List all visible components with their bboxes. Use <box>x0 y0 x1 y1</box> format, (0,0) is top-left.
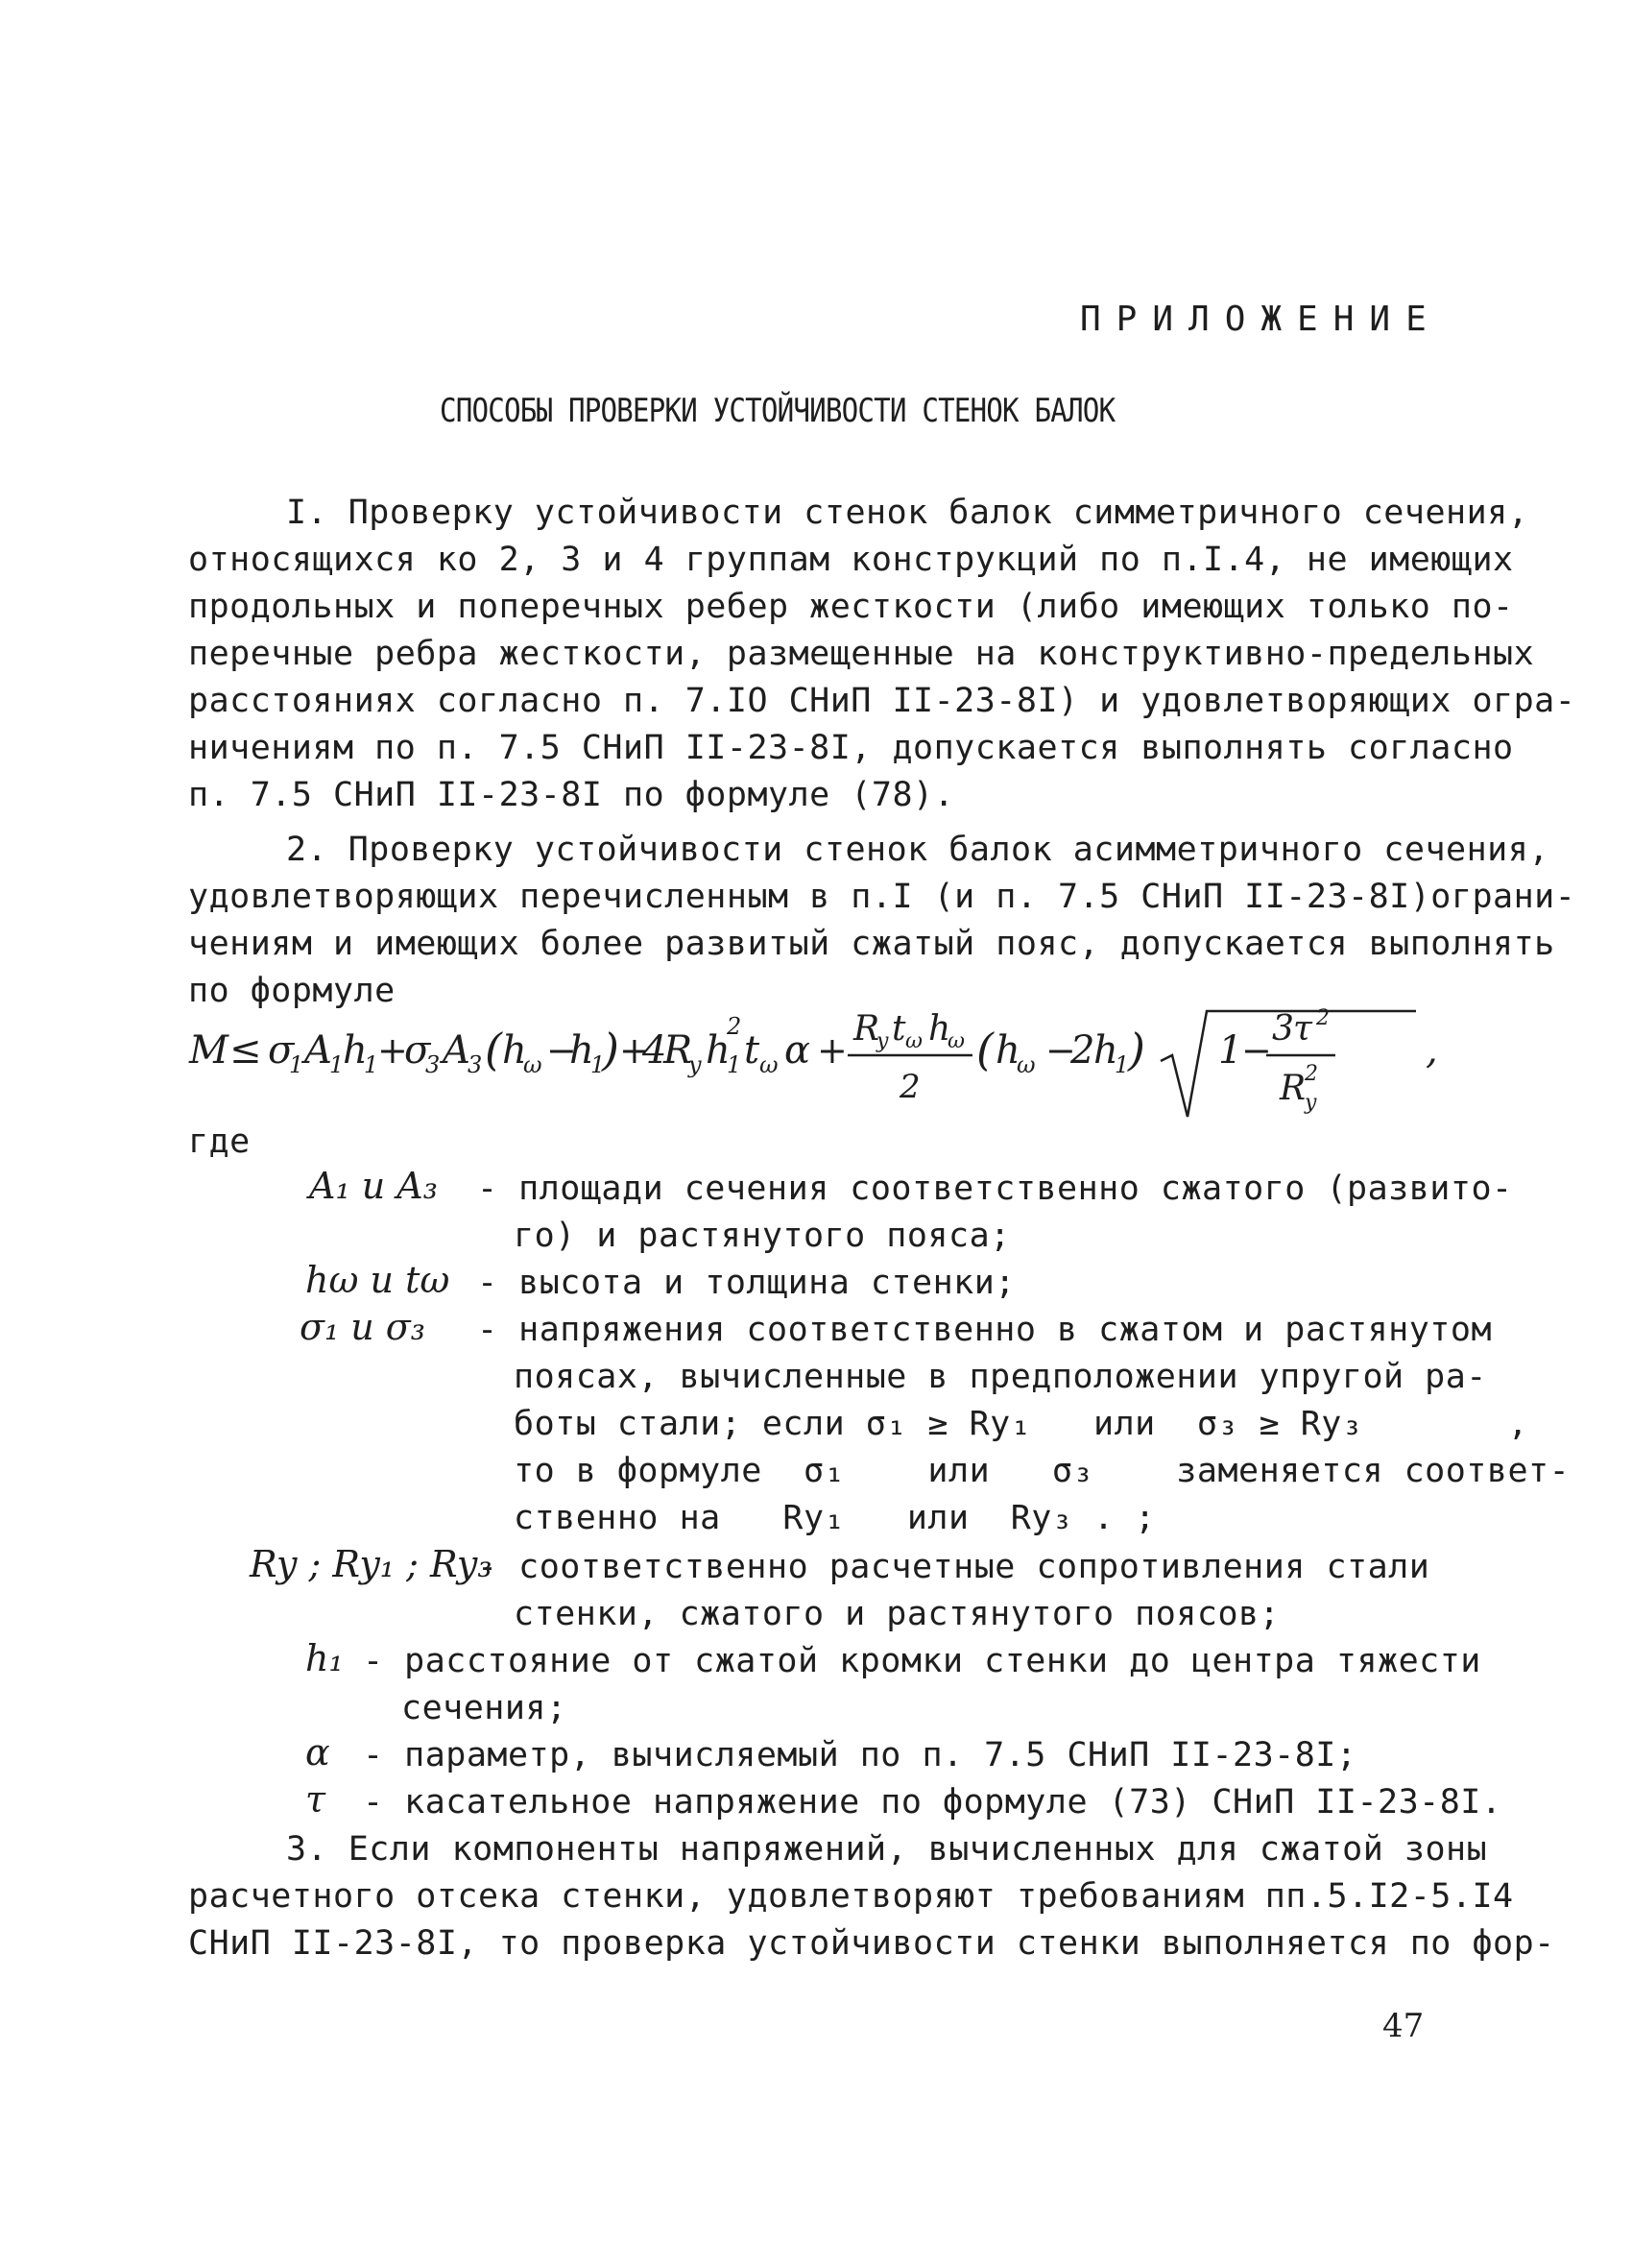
section2-line: 2. Проверку устойчивости стенок балок асимметричного сечения, <box>286 831 1549 869</box>
svg-text:h: h <box>502 1028 527 1073</box>
svg-text:1: 1 <box>289 1051 304 1078</box>
svg-text:2: 2 <box>1316 1006 1330 1030</box>
section1-line: перечные ребра жесткости, размещенные на конструктивно-предельных <box>188 635 1535 673</box>
svg-text:τ: τ <box>1293 1009 1312 1049</box>
def-text: - соответственно расчетные сопротивления стали <box>477 1548 1430 1586</box>
section2-line: чениям и имеющих более развитый сжатый пояс, допускается выполнять <box>188 925 1555 963</box>
def-symbol: h₁ <box>305 1637 344 1679</box>
svg-text:1: 1 <box>1115 1051 1130 1078</box>
svg-text:−: − <box>1241 1029 1272 1072</box>
svg-text:h: h <box>569 1028 594 1073</box>
svg-text:ω: ω <box>759 1051 779 1078</box>
svg-text:3: 3 <box>1272 1009 1294 1049</box>
svg-text:A: A <box>443 1028 470 1073</box>
def-text: - параметр, вычисляемый по п. 7.5 СНиП II-23-8I; <box>363 1736 1357 1774</box>
def-symbol: σ₁ и σ₃ <box>300 1306 425 1348</box>
svg-text:y: y <box>876 1029 889 1053</box>
svg-text:ω: ω <box>523 1051 542 1078</box>
svg-text:+: + <box>377 1029 408 1072</box>
svg-text:2: 2 <box>727 1013 742 1040</box>
svg-text:1: 1 <box>1218 1028 1243 1073</box>
svg-text:): ) <box>602 1024 619 1075</box>
def-text: - касательное напряжение по формуле (73) СНиП II-23-8I. <box>363 1783 1502 1822</box>
svg-text:α: α <box>784 1028 811 1073</box>
section1-line: расстояниях согласно п. 7.IO СНиП II-23-8I) и удовлетворяющих огра- <box>188 682 1576 720</box>
svg-text:1: 1 <box>364 1051 379 1078</box>
def-symbol: Ry ; Ry₁ ; Ry₃ <box>250 1543 492 1585</box>
svg-text:−: − <box>1045 1029 1076 1072</box>
svg-text:A: A <box>304 1028 332 1073</box>
svg-text:ω: ω <box>1017 1051 1036 1078</box>
def-symbol: α <box>305 1731 330 1773</box>
svg-text:y: y <box>1305 1091 1317 1115</box>
section1-line: относящихся ко 2, 3 и 4 группам конструкций по п.I.4, не имеющих <box>188 541 1514 579</box>
svg-text:h: h <box>706 1028 731 1073</box>
svg-text:2: 2 <box>900 1068 921 1106</box>
svg-text:h: h <box>1093 1028 1118 1073</box>
svg-text:y: y <box>688 1051 702 1078</box>
section2-line: по формуле <box>188 972 396 1010</box>
svg-text:4: 4 <box>642 1028 667 1073</box>
svg-text:t: t <box>744 1028 760 1073</box>
def-text: - расстояние от сжатой кромки стенки до центра тяжести <box>363 1642 1481 1680</box>
def-text: стенки, сжатого и растянутого поясов; <box>514 1595 1281 1633</box>
svg-text:h: h <box>928 1009 951 1049</box>
section3-line: 3. Если компоненты напряжений, вычисленных для сжатой зоны <box>286 1830 1488 1869</box>
def-text: поясах, вычисленные в предположении упругой ра- <box>514 1358 1487 1396</box>
svg-text:ω: ω <box>905 1029 923 1053</box>
where-label: где <box>188 1122 251 1161</box>
appendix-label: ПРИЛОЖЕНИЕ <box>1080 300 1442 339</box>
svg-text:R: R <box>663 1028 693 1073</box>
svg-text:(: ( <box>976 1024 994 1075</box>
def-text: то в формуле σ₁ или σ₃ заменяется соответ- <box>514 1452 1571 1490</box>
svg-text:+: + <box>817 1029 848 1072</box>
page-title: СПОСОБЫ ПРОВЕРКИ УСТОЙЧИВОСТИ СТЕНОК БАЛОК <box>440 392 1116 430</box>
def-text: ственно на Ry₁ или Ry₃ . ; <box>514 1499 1156 1537</box>
svg-text:2: 2 <box>1305 1062 1318 1086</box>
svg-text:−: − <box>546 1029 577 1072</box>
section3-line: СНиП II-23-8I, то проверка устойчивости стенки выполняется по фор- <box>188 1924 1555 1963</box>
def-text: - высота и толщина стенки; <box>477 1264 1016 1302</box>
svg-text:+: + <box>619 1029 650 1072</box>
svg-text:1: 1 <box>727 1051 742 1078</box>
svg-text:t: t <box>892 1009 906 1049</box>
formula-sigma: σ <box>268 1028 295 1073</box>
svg-text:,: , <box>1426 1028 1438 1073</box>
svg-text:h: h <box>996 1028 1020 1073</box>
section1-line: I. Проверку устойчивости стенок балок симметричного сечения, <box>286 494 1529 532</box>
def-text: - площади сечения соответственно сжатого (развито- <box>477 1170 1513 1208</box>
section1-line: ничениям по п. 7.5 СНиП II-23-8I, допускается выполнять согласно <box>188 729 1514 767</box>
def-text: сечения; <box>401 1689 567 1727</box>
def-text: го) и растянутого пояса; <box>514 1217 1011 1255</box>
formula-leq: ≤ <box>229 1028 262 1073</box>
stability-formula <box>187 1003 1502 1133</box>
page-number: 47 <box>1382 2007 1425 2045</box>
section2-line: удовлетворяющих перечисленным в п.I (и п. 7.5 СНиП II-23-8I)ограни- <box>188 878 1576 916</box>
svg-text:σ: σ <box>404 1028 431 1073</box>
def-text: - напряжения соответственно в сжатом и растянутом <box>477 1311 1493 1349</box>
def-symbol: hω и tω <box>305 1259 450 1301</box>
svg-text:R: R <box>853 1009 880 1049</box>
svg-text:R: R <box>1280 1069 1307 1108</box>
section3-line: расчетного отсека стенки, удовлетворяют требованиям пп.5.I2-5.I4 <box>188 1877 1514 1916</box>
svg-text:3: 3 <box>468 1051 483 1078</box>
section1-line: продольных и поперечных ребер жесткости (либо имеющих только по- <box>188 588 1514 626</box>
def-symbol: A₁ и A₃ <box>309 1165 438 1207</box>
def-text: боты стали; если σ₁ ≥ Ry₁ или σ₃ ≥ Ry₃ , <box>514 1405 1529 1443</box>
def-symbol: τ <box>305 1778 326 1821</box>
svg-text:1: 1 <box>590 1051 606 1078</box>
section1-line: п. 7.5 СНиП II-23-8I по формуле (78). <box>188 776 955 814</box>
svg-text:ω: ω <box>948 1029 965 1053</box>
svg-text:h: h <box>343 1028 368 1073</box>
svg-text:2: 2 <box>1070 1028 1095 1073</box>
svg-text:(: ( <box>485 1024 502 1075</box>
svg-text:): ) <box>1128 1024 1145 1075</box>
svg-text:3: 3 <box>425 1051 441 1078</box>
formula-M: M <box>189 1028 228 1073</box>
svg-text:1: 1 <box>329 1051 345 1078</box>
